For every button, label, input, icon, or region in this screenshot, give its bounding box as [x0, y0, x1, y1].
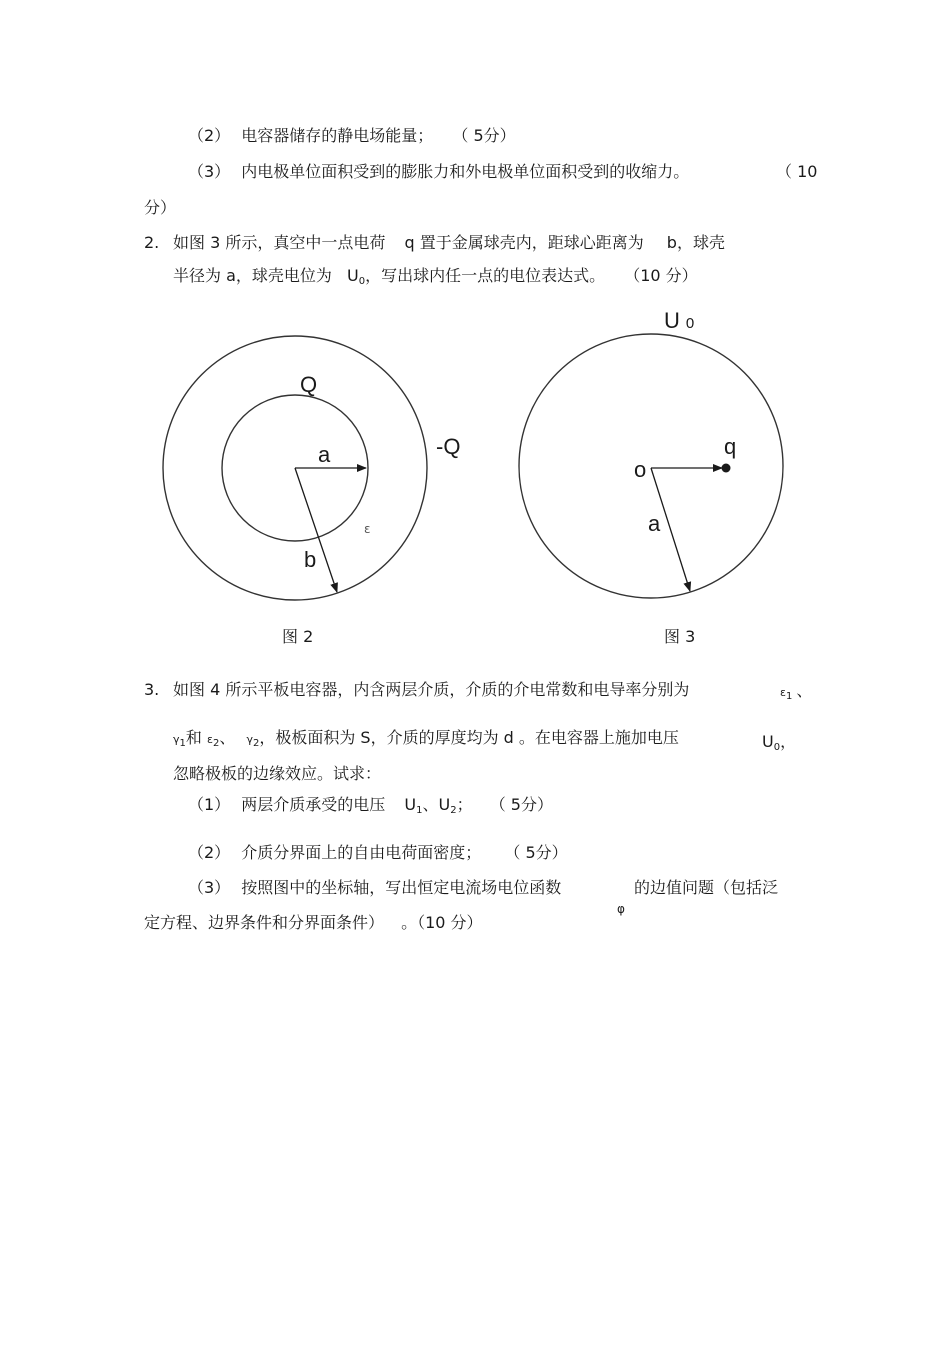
figure-2-caption: 图 2	[282, 627, 314, 646]
item-number: （1）	[188, 795, 231, 814]
label-radius-a: a	[318, 442, 331, 467]
item-text: 定方程、边界条件和分界面条件）	[144, 913, 385, 932]
radius-b-arrow	[295, 468, 337, 592]
voltage-u2: $U_2$	[438, 795, 457, 816]
label-center-o: o	[634, 457, 647, 482]
item-score: （ 5分）	[452, 126, 516, 145]
epsilon2-symbol: ε	[207, 733, 213, 746]
item-text: 介质分界面上的自由电荷面密度；	[241, 843, 482, 862]
text: 和	[185, 728, 202, 747]
text: ；	[456, 795, 473, 814]
text: q 置于金属球壳内，距球心距离为	[404, 233, 644, 252]
q3-item2	[188, 843, 568, 863]
figure-2	[163, 336, 427, 600]
item-text: 内电极单位面积受到的膨胀力和外电极单位面积受到的收缩力。	[241, 162, 690, 181]
label-inner-charge: Q	[300, 372, 318, 397]
item-number: （2）	[188, 126, 231, 145]
item-text: 两层介质承受的电压	[241, 795, 386, 814]
text: ，极板面积为 S，介质的厚度均为 d 。在电容器上施加电压	[259, 728, 679, 747]
text: b，球壳	[666, 233, 725, 252]
q1-item3-score-open: （ 10	[776, 162, 818, 181]
label-charge-q: q	[724, 434, 737, 459]
q3-item3	[188, 878, 561, 898]
q3-item1	[188, 795, 553, 821]
phi-symbol: φ	[617, 902, 625, 916]
item-score: 。（10 分）	[401, 913, 483, 932]
text: ，写出球内任一点的电位表达式。	[365, 266, 606, 285]
q3-line2: $\gamma_1$和 $\varepsilon_2$、 $\gamma_2$，极板面积为 S，介质的厚度均为 d 。在电容器上施加电压	[173, 728, 679, 749]
gamma2-symbol: γ	[246, 733, 253, 746]
label-radius-a: a	[648, 511, 661, 536]
text: 半径为 a，球壳电位为	[173, 266, 332, 285]
q3-line3: 忽略极板的边缘效应。试求：	[173, 764, 382, 783]
q3-item3-cont: 的边值问题（包括泛	[634, 878, 779, 897]
item-score: （ 5分）	[489, 795, 553, 814]
q3-epsilon1: $\varepsilon_1$ 、	[780, 681, 813, 702]
q3-applied-voltage: $U_0$，	[762, 732, 797, 753]
q3-line1: 如图 4 所示平板电容器，内含两层介质，介质的介电常数和电导率分别为	[173, 680, 690, 699]
text: 、	[422, 795, 439, 814]
figure-3-caption: 图 3	[664, 627, 696, 646]
item-score: （ 5分）	[504, 843, 568, 862]
q3-item3-line2	[144, 913, 483, 933]
item-text: 按照图中的坐标轴，写出恒定电流场电位函数	[241, 878, 562, 897]
q3-number: 3.	[144, 680, 160, 699]
label-outer-charge: -Q	[436, 434, 461, 459]
label-shell-potential: U 0	[664, 308, 695, 333]
text: 如图 3 所示，真空中一点电荷	[173, 233, 386, 252]
item-text: 电容器储存的静电场能量；	[241, 126, 434, 145]
potential-symbol: $U_0$	[347, 266, 366, 287]
q2-number: 2.	[144, 233, 160, 252]
label-radius-b: b	[304, 547, 317, 572]
shell-circle	[519, 334, 783, 598]
item-number: （3）	[188, 878, 231, 897]
gamma1-symbol: γ	[173, 733, 180, 746]
voltage-u1: $U_1$	[404, 795, 423, 816]
label-epsilon: ε	[364, 522, 371, 536]
point-charge	[722, 464, 731, 473]
figure-3	[519, 334, 783, 598]
item-number: （2）	[188, 843, 231, 862]
item-number: （3）	[188, 162, 231, 181]
text: 、	[219, 728, 236, 747]
item-score: （10 分）	[624, 266, 698, 285]
q1-item3-score-close: 分）	[144, 198, 177, 217]
